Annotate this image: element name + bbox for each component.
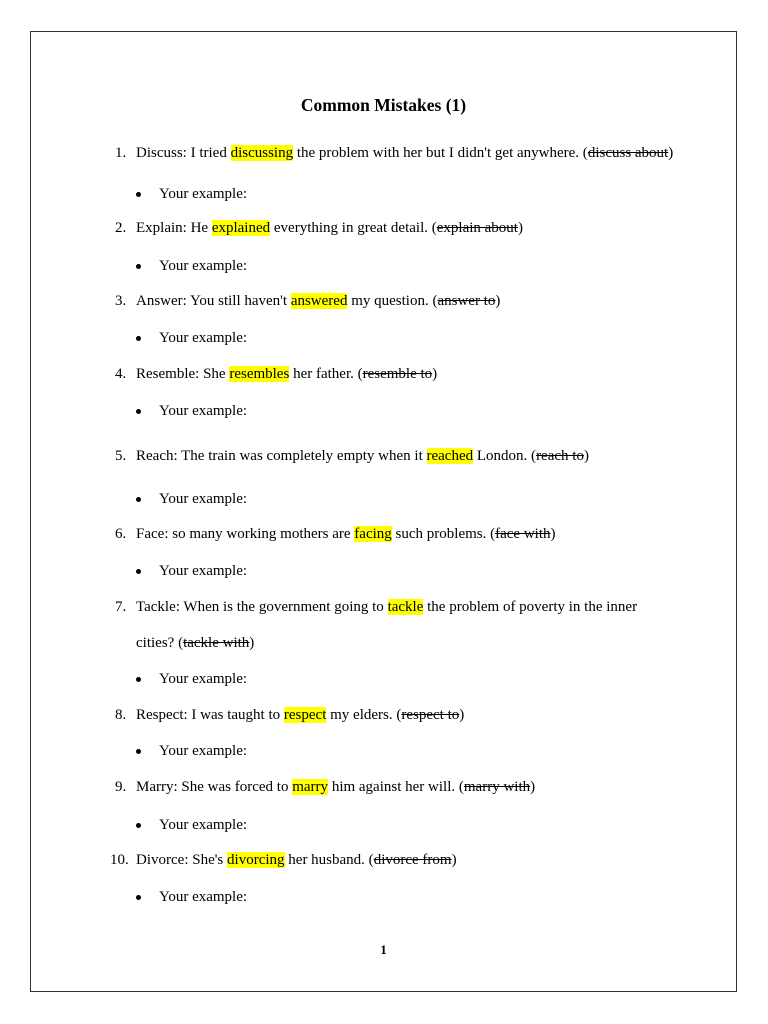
highlight-word: discussing (230, 145, 294, 161)
item-number: 6. (115, 526, 127, 542)
item-text: Tackle: When is the government going to tackle the problem of poverty in the inner (136, 599, 638, 615)
item-number: 2. (115, 220, 127, 236)
strikethrough-text: reach to (536, 448, 584, 464)
strikethrough-text: discuss about (587, 145, 669, 161)
item-number: 8. (115, 707, 127, 723)
document-page: Common Mistakes (1) 1. Discuss: I tried discussing the problem with her but I didn't get anywhere. (discuss about) Your example: 2. Explain: He explained everything in great detail. (explain about) Your example: 3. Answer: You still haven't answered my question. (answer to) Your example: 4. Resemble: She resembles her father. (resemble to) Your example: 5. Reach: The train was completely empty when it reached London. (reach to) Your example: 6. Face: so many working mothers are facing such problems. (face with) Your example: 7. Tackle: When is the government going to tackle the problem of poverty in the inner cities? (tackle with) Your example: 8. Respect: I was taught to respect my elders. (respect to) Your example: 9. Marry: She was forced to marry him against her will. (marry with) Your example: 10. Divorce: She's divorcing her husband. (divorce from) Your example: 1 (30, 31, 737, 992)
item-text: Answer: You still haven't answered my question. (answer to) (136, 293, 501, 309)
highlight-word: reached (426, 448, 474, 464)
item-number: 9. (115, 779, 127, 795)
item-text: cities? (tackle with) (136, 635, 255, 651)
highlight-word: answered (290, 293, 348, 309)
strikethrough-text: respect to (401, 707, 460, 723)
highlight-word: resembles (229, 366, 290, 382)
strikethrough-text: answer to (437, 293, 496, 309)
item-number: 7. (115, 599, 127, 615)
item-text: Resemble: She resembles her father. (resemble to) (136, 366, 438, 382)
item-text: Face: so many working mothers are facing such problems. (face with) (136, 526, 556, 542)
item-text: Divorce: She's divorcing her husband. (divorce from) (136, 852, 457, 868)
page-title: Common Mistakes (1) (300, 95, 467, 115)
strikethrough-text: tackle with (183, 635, 250, 651)
highlight-word: marry (292, 779, 329, 795)
page-number: 1 (380, 942, 387, 957)
strikethrough-text: marry with (463, 779, 531, 795)
highlight-word: divorcing (227, 852, 285, 868)
strikethrough-text: divorce from (373, 852, 452, 868)
bullet-icon (136, 569, 141, 574)
item-number: 10. (110, 852, 129, 868)
item-number: 1. (115, 145, 127, 161)
highlight-word: tackle (387, 599, 424, 615)
item-text: Explain: He explained everything in great detail. (explain about) (136, 220, 523, 236)
highlight-word: explained (211, 220, 271, 236)
item-text: Discuss: I tried discussing the problem with her but I didn't get anywhere. (discuss about) (136, 145, 674, 161)
item-text: Respect: I was taught to respect my elders. (respect to) (136, 707, 465, 723)
item-number: 5. (115, 448, 127, 464)
bullet-icon (136, 497, 141, 502)
bullet-icon (136, 823, 141, 828)
strikethrough-text: explain about (436, 220, 518, 236)
highlight-word: respect (283, 707, 327, 723)
bullet-icon (136, 336, 141, 341)
item-number: 3. (115, 293, 127, 309)
item-number: 4. (115, 366, 127, 382)
strikethrough-text: resemble to (362, 366, 433, 382)
item-text: Marry: She was forced to marry him against her will. (marry with) (136, 779, 536, 795)
bullet-icon (136, 409, 141, 414)
bullet-icon (136, 677, 141, 682)
strikethrough-text: face with (495, 526, 551, 542)
bullet-icon (136, 192, 141, 197)
bullet-icon (136, 895, 141, 900)
highlight-word: facing (354, 526, 392, 542)
bullet-icon (136, 264, 141, 269)
item-text: Reach: The train was completely empty when it reached London. (reach to) (136, 448, 589, 464)
bullet-icon (136, 749, 141, 754)
